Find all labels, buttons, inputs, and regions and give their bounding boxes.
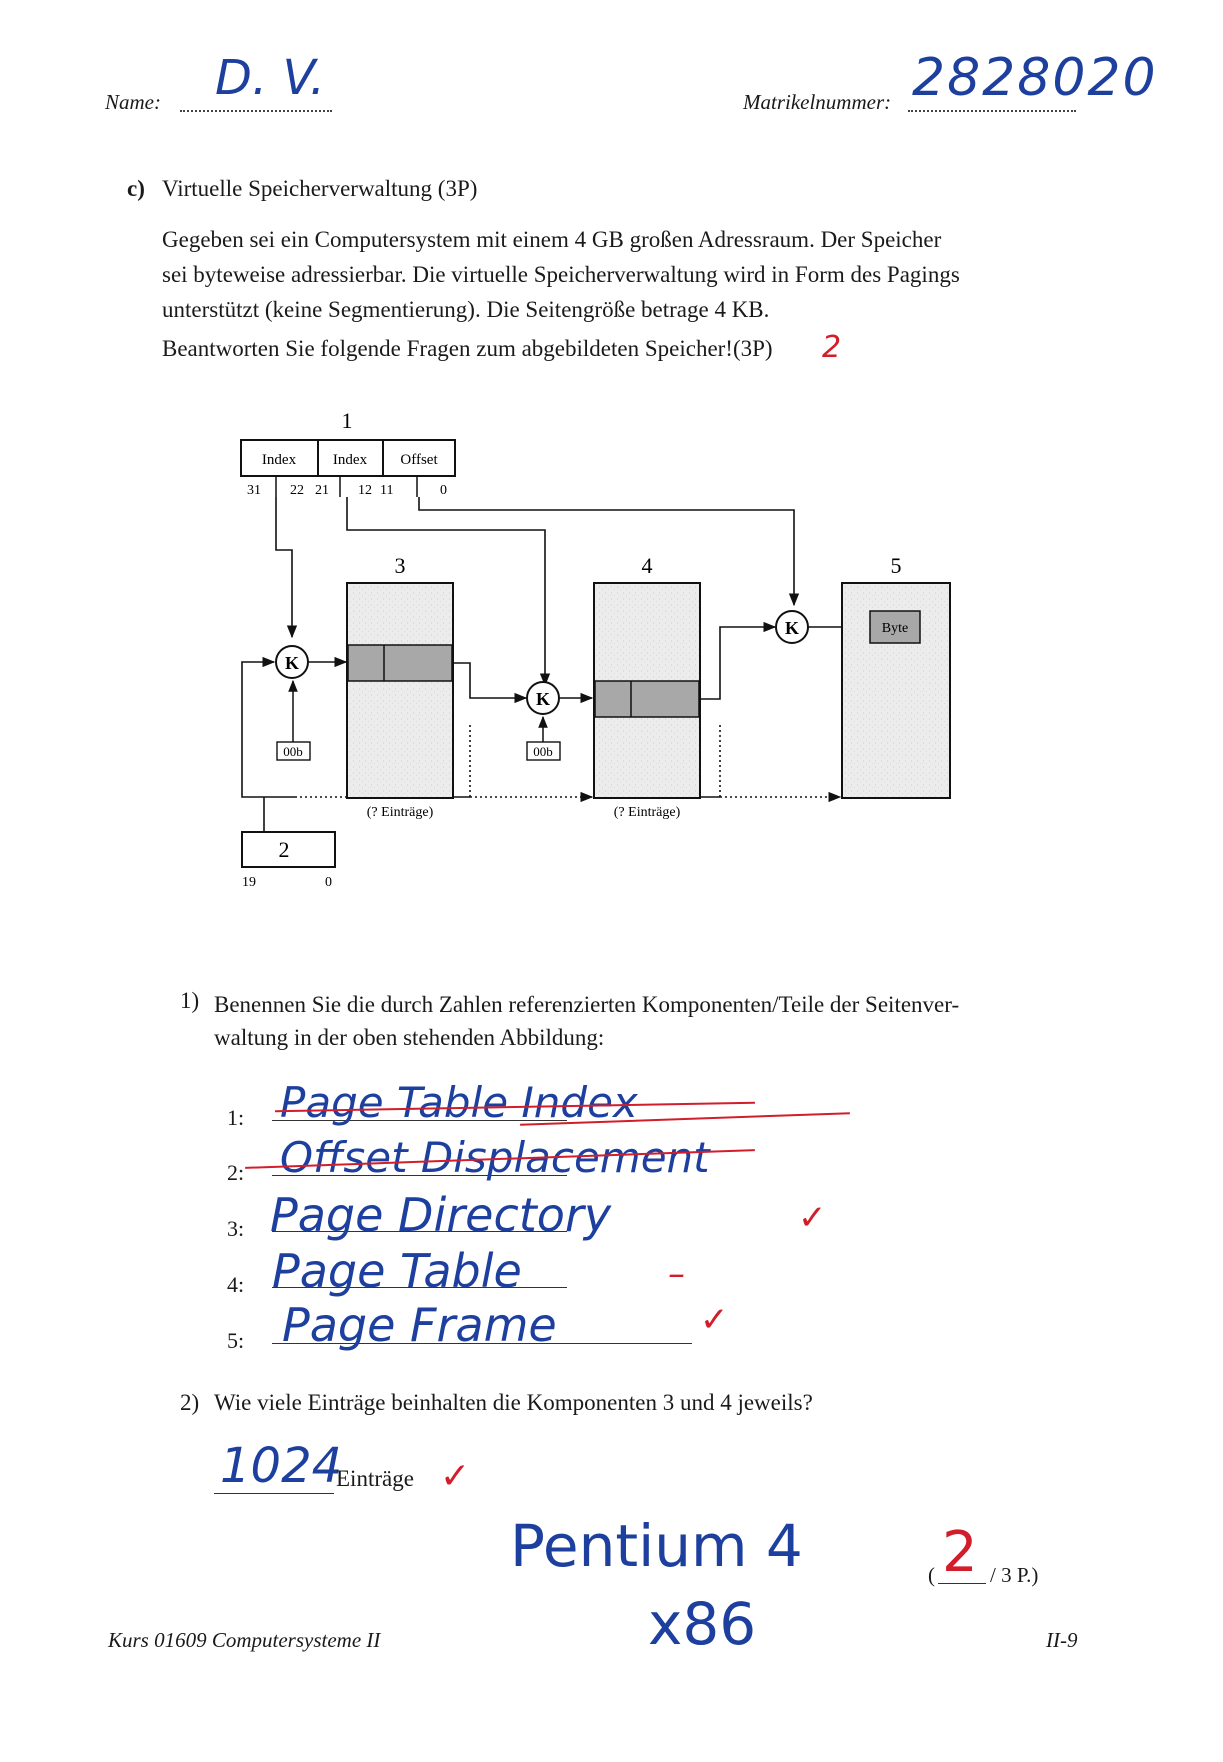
name-label: Name: [105,90,161,114]
zero-bits-2: 00b [533,744,553,759]
bit-22: 22 [290,483,304,498]
answer-text-4: Page Table [272,1244,522,1298]
answer-5-check-icon: ✓ [700,1300,729,1340]
page-directory-box [347,583,453,798]
instruction [162,336,773,362]
q1-line-1: Benennen Sie die durch Zahlen referenzierten Komponenten/Teile der Seitenver- [214,992,960,1017]
instruction-points: (3P) [732,336,773,361]
diagram-label-4: 4 [641,553,653,578]
entries-label-4: (? Einträge) [613,805,681,820]
field-offset: Offset [400,452,438,468]
q1-line-2: waltung in der oben stehenden Abbildung: [214,1025,605,1050]
answer-text-2: Offset Displacement [280,1133,710,1182]
intro-paragraph [162,222,960,327]
section-title: Virtuelle Speicherverwaltung (3P) [162,176,478,201]
q1-number: 1) [180,988,200,1013]
note-x86: x86 [648,1590,757,1658]
k-label-3: K [784,618,800,638]
answer-3-check-icon: ✓ [798,1198,827,1238]
answer-label-4: 4: [227,1272,245,1297]
answer-text-5: Page Frame [282,1298,557,1352]
score-open-paren: ( [928,1563,935,1587]
bit-11: 11 [380,483,394,498]
answer-label-1: 1: [227,1105,245,1130]
intro-line-3: unterstützt (keine Segmentierung). Die Seitengröße betrage 4 KB. [162,297,770,322]
bit-21: 21 [315,483,329,498]
byte-label: Byte [881,621,909,636]
reg2-bit-19: 19 [242,875,256,890]
q2-text: Wie viele Einträge beinhalten die Komponenten 3 und 4 jeweils? [214,1390,813,1415]
diagram-label-3: 3 [394,553,406,578]
q2-check-icon: ✓ [440,1456,471,1497]
directory-entry [348,645,452,681]
q2-answer-value: 1024 [220,1438,343,1494]
q1-text [214,988,959,1054]
diagram-label-1: 1 [341,408,353,433]
answer-text-3: Page Directory [270,1188,612,1242]
bit-31: 31 [247,483,261,498]
answer-label-2: 2: [227,1160,245,1185]
paging-diagram [220,405,980,895]
bit-12: 12 [358,483,372,498]
reg2-bit-0: 0 [325,875,332,890]
zero-bits-1: 00b [283,744,303,759]
intro-line-2: sei byteweise adressierbar. Die virtuelle Speicherverwaltung wird in Form des Pagings [162,262,960,287]
name-handwritten: D. V. [215,50,326,106]
bit-0: 0 [440,483,447,498]
footer-page: II-9 [1046,1628,1078,1652]
entries-label-3: (? Einträge) [366,805,434,820]
answer-label-5: 5: [227,1328,245,1353]
field-index-1: Index [261,452,297,468]
score-total: / 3 P.) [990,1563,1039,1587]
instruction-correction: 2 [822,330,842,365]
section-label: c) [127,176,145,201]
answer-4-check-icon: – [668,1254,685,1294]
instruction-text: Beantworten Sie folgende Fragen zum abgebildeten Speicher! [162,336,733,361]
note-pentium: Pentium 4 [510,1512,803,1580]
answer-text-1: Page Table Index [280,1078,638,1127]
q2-answer-unit: Einträge [336,1466,414,1491]
name-dotted-line [180,110,332,112]
matrikel-handwritten: 2828020 [912,48,1158,108]
field-index-2: Index [332,452,368,468]
footer-course: Kurs 01609 Computersysteme II [108,1628,381,1652]
answer-label-3: 3: [227,1216,245,1241]
score-points: 2 [942,1520,978,1585]
page-table-entry [595,681,699,717]
matrikel-label: Matrikelnummer: [743,90,892,114]
q2-number: 2) [180,1390,200,1415]
intro-line-1: Gegeben sei ein Computersystem mit einem 4 GB großen Adressraum. Der Speicher [162,227,942,252]
diagram-label-5: 5 [890,553,902,578]
k-label-2: K [535,689,551,709]
diagram-label-2: 2 [278,837,290,862]
k-label-1: K [284,653,300,673]
matrikel-dotted-line [908,110,1076,112]
